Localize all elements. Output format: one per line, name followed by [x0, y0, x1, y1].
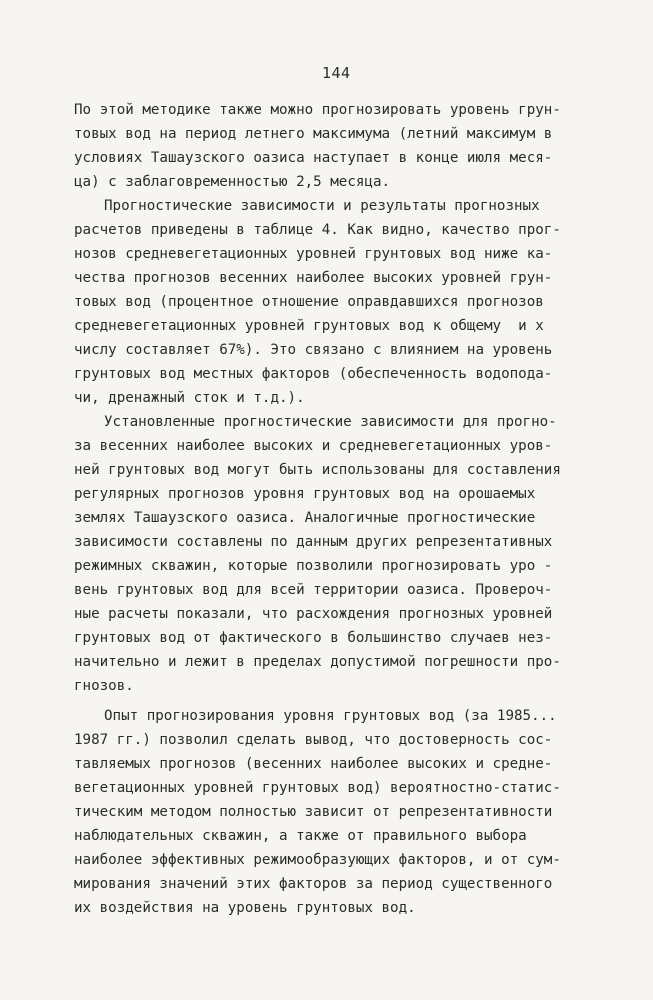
paragraph-4-line-8: мирования значений этих факторов за период существенного — [74, 876, 553, 892]
paragraph-4-line-3: тавляемых прогнозов (весенних наиболее высоких и средне- — [74, 756, 553, 772]
paragraph-1-line-2: товых вод на период летнего максимума (летний максимум в — [74, 126, 553, 142]
page-number: 144 — [322, 64, 351, 82]
paragraph-2-line-2: расчетов приведены в таблице 4. Как видно, качество прог- — [74, 222, 561, 238]
paragraph-2-line-7: числу составляет 67%). Это связано с влиянием на уровень — [74, 342, 553, 358]
paragraph-4-line-2: 1987 гг.) позволил сделать вывод, что достоверность сос- — [74, 732, 553, 748]
paragraph-3-line-1: Установленные прогностические зависимости для прогно- — [104, 414, 557, 430]
paragraph-3-line-2: за весенних наиболее высоких и средневегетационных уров- — [74, 438, 553, 454]
paragraph-1-line-4: ца) с заблаговременностью 2,5 месяца. — [74, 174, 391, 190]
paragraph-4-line-5: тическим методом полностью зависит от репрезентативности — [74, 804, 553, 820]
paragraph-4-line-1: Опыт прогнозирования уровня грунтовых вод (за 1985... — [104, 708, 557, 724]
paragraph-3-line-11: начительно и лежит в пределах допустимой погрешности про- — [74, 654, 561, 670]
paragraph-1-line-3: условиях Ташаузского оазиса наступает в конце июля меся- — [74, 150, 553, 166]
paragraph-4-line-7: наиболее эффективных режимообразующих факторов, и от сум- — [74, 852, 561, 868]
paragraph-3-line-12: гнозов. — [74, 678, 134, 694]
paragraph-3-line-6: зависимости составлены по данным других репрезентативных — [74, 534, 553, 550]
paragraph-4-line-9: их воздействия на уровень грунтовых вод. — [74, 900, 416, 916]
paragraph-3-line-10: грунтовых вод от фактического в большинство случаев нез- — [74, 630, 553, 646]
paragraph-4-line-6: наблюдательных скважин, а также от правильного выбора — [74, 828, 527, 844]
paragraph-2-line-1: Прогностические зависимости и результаты прогнозных — [104, 198, 540, 214]
paragraph-4-line-4: вегетационных уровней грунтовых вод) вероятностно-статис- — [74, 780, 561, 796]
paragraph-2-line-4: чества прогнозов весенних наиболее высоких уровней грун- — [74, 270, 553, 286]
paragraph-2-line-9: чи, дренажный сток и т.д.). — [74, 390, 305, 406]
paragraph-1-line-1: По этой методике также можно прогнозировать уровень грун- — [74, 102, 561, 118]
paragraph-3-line-4: регулярных прогнозов уровня грунтовых вод на орошаемых — [74, 486, 536, 502]
paragraph-3-line-7: режимных скважин, которые позволили прогнозировать уро - — [74, 558, 553, 574]
paragraph-3-line-3: ней грунтовых вод могут быть использованы для составления — [74, 462, 561, 478]
paragraph-2-line-8: грунтовых вод местных факторов (обеспеченность водопода- — [74, 366, 553, 382]
paragraph-3-line-9: ные расчеты показали, что расхождения прогнозных уровней — [74, 606, 553, 622]
paragraph-3-line-5: землях Ташаузского оазиса. Аналогичные прогностические — [74, 510, 536, 526]
paragraph-2-line-6: средневегетационных уровней грунтовых вод к общему и х — [74, 318, 544, 334]
paragraph-2-line-5: товых вод (процентное отношение оправдавшихся прогнозов — [74, 294, 544, 310]
paragraph-3-line-8: вень грунтовых вод для всей территории оазиса. Провероч- — [74, 582, 553, 598]
paragraph-2-line-3: нозов средневегетационных уровней грунтовых вод ниже ка- — [74, 246, 553, 262]
